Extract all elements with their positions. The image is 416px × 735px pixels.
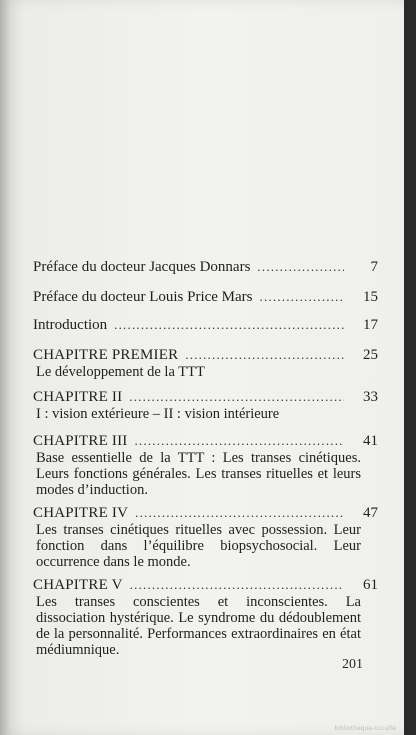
toc-entry-chapter-3 — [33, 432, 378, 498]
toc-entry-chapter-1 — [33, 346, 378, 380]
toc-page-number: 47 — [363, 505, 378, 521]
dot-leader — [185, 346, 344, 364]
toc-entry-chapter-4 — [33, 504, 378, 570]
chapter-description: I : vision extérieure – II : vision intérieure — [36, 406, 280, 422]
dot-leader — [257, 258, 344, 276]
toc-entry-introduction — [33, 316, 378, 334]
toc-entry-line — [33, 316, 378, 334]
chapter-title: CHAPITRE PREMIER — [33, 347, 179, 363]
toc-entry-line — [33, 432, 378, 450]
chapter-title: CHAPITRE III — [33, 433, 128, 449]
toc-entry-title: Introduction — [33, 317, 108, 333]
toc-page-number: 61 — [363, 577, 378, 593]
toc-page-number: 25 — [363, 347, 378, 363]
toc-entry-line — [33, 388, 378, 406]
dot-leader — [134, 432, 344, 450]
toc-entry-title: Préface du docteur Louis Price Mars — [33, 289, 253, 305]
chapter-description: Base essentielle de la TTT : Les transes cinétiques. Leurs fonctions générales. Les transes rituelles et leurs modes d’induction. — [36, 450, 361, 498]
chapter-title: CHAPITRE IV — [33, 505, 129, 521]
toc-page-number: 33 — [363, 389, 378, 405]
toc-entry-line — [33, 288, 378, 306]
dot-leader — [129, 388, 344, 406]
toc-entry-line — [33, 258, 378, 276]
chapter-description: Le développement de la TTT — [36, 364, 205, 380]
toc-page-number: 41 — [363, 433, 378, 449]
toc-entry-chapter-2 — [33, 388, 378, 422]
toc-page-number: 15 — [363, 289, 378, 305]
dot-leader — [130, 576, 344, 594]
toc-entry-chapter-5 — [33, 576, 378, 658]
toc-entry-line — [33, 576, 378, 594]
toc-entry-line — [33, 346, 378, 364]
toc-entry-preface-donnars — [33, 258, 378, 276]
chapter-title: CHAPITRE II — [33, 389, 123, 405]
watermark: bibliotheque-occulte — [334, 725, 396, 732]
toc-page-number: 7 — [370, 259, 378, 275]
toc-entry-title: Préface du docteur Jacques Donnars — [33, 259, 251, 275]
dot-leader — [260, 288, 344, 306]
page-folio: 201 — [342, 657, 363, 672]
dot-leader — [114, 316, 344, 334]
toc-page-number: 17 — [363, 317, 378, 333]
dot-leader — [135, 504, 344, 522]
binding-shadow — [0, 0, 10, 735]
chapter-description: Les transes cinétiques rituelles avec possession. Leur fonction dans l’équilibre biopsychosocial. Leur occurrence dans le monde. — [36, 522, 361, 570]
toc-entry-line — [33, 504, 378, 522]
chapter-title: CHAPITRE V — [33, 577, 123, 593]
toc-entry-preface-price-mars — [33, 288, 378, 306]
chapter-description: Les transes conscientes et inconscientes. La dissociation hystérique. Le syndrome du dédoublement de la personnalité. Performances extraordinaires en état médiumnique. — [36, 594, 361, 658]
